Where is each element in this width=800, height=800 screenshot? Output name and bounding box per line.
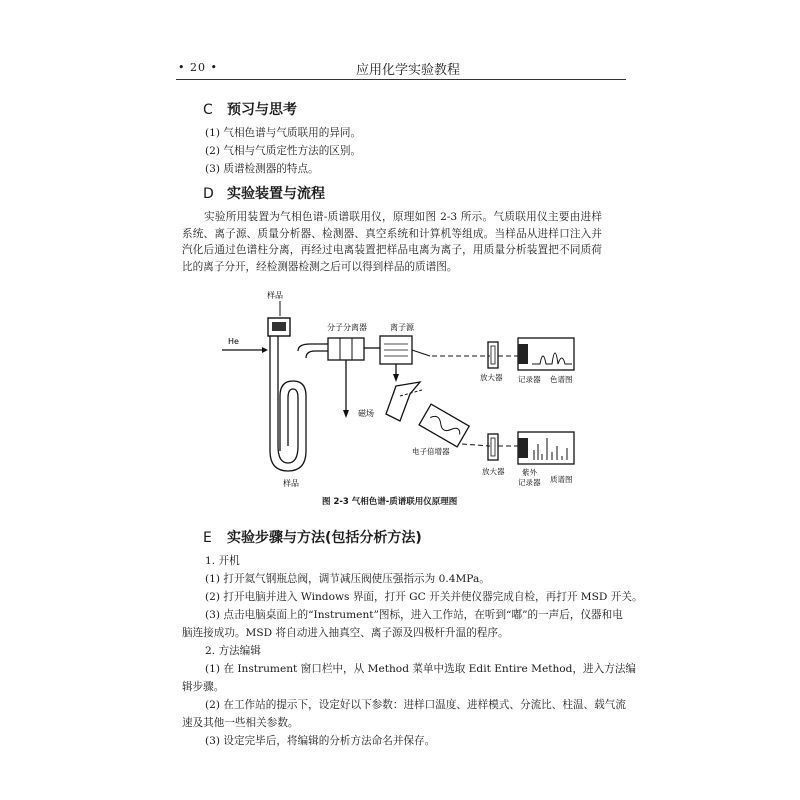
section-e-line: (1) 打开氦气钢瓶总阀，调节减压阀使压强指示为 0.4MPa。	[205, 573, 490, 585]
injector-septum	[272, 322, 286, 331]
section-d-paragraph: 实验所用装置为气相色谱-质谱联用仪，原理如图 2-3 所示。气质联用仪主要由进样系统、离子源、质量分析器、检测器、真空系统和计算机等组成。当样品从进样口注入并汽化后通过色谱柱分离，再经过电离装置把样品电离为离子，用质量分析装置把不同质荷比的离子分开，经检测器检测之后可以得到样品的质谱图。	[182, 211, 602, 273]
section-e-line: 速及其他一些相关参数。	[182, 717, 299, 729]
column-inner	[278, 336, 298, 463]
section-c-item: (2) 气相与气质定性方法的区别。	[205, 145, 362, 157]
magnet-arrow	[386, 382, 420, 421]
label-amplifier-1: 放大器	[480, 373, 503, 382]
book-title: 应用化学实验教程	[356, 63, 461, 78]
section-e-letter: E	[203, 530, 212, 546]
page-number: • 20 •	[178, 61, 218, 74]
column-out-2	[306, 351, 328, 358]
column-out-1	[298, 344, 328, 351]
section-e-line: 1. 开机	[205, 555, 240, 567]
label-he: He	[228, 337, 239, 346]
section-c-item: (3) 质谱检测器的特点。	[205, 163, 319, 175]
label-chromatogram: 色谱图	[550, 375, 573, 384]
section-c-title: 预习与思考	[227, 102, 297, 118]
gcms-diagram	[200, 286, 600, 496]
figure-caption: 图 2-3 气相色谱-质谱联用仪原理图	[322, 497, 458, 507]
header-rule	[176, 79, 626, 80]
label-mass-spectrum: 质谱图	[550, 475, 573, 484]
label-separator: 分子分离器	[327, 323, 367, 332]
label-magnetic-field: 磁场	[358, 409, 374, 418]
section-e-line: 2. 方法编辑	[205, 645, 261, 657]
multiplier-box	[419, 404, 469, 447]
label-sample-top: 样品	[267, 291, 283, 300]
label-multiplier: 电子倍增器	[412, 447, 450, 456]
section-d-title: 实验装置与流程	[227, 186, 325, 202]
mass-spectrum-bars	[534, 438, 567, 460]
section-e-line: 辑步骤。	[182, 681, 225, 693]
chromatogram-trace	[532, 353, 572, 364]
section-e-title: 实验步骤与方法(包括分析方法)	[227, 530, 422, 546]
section-e-line: (3) 点击电脑桌面上的“Instrument”图标，进入工作站，在听到“嘟”的一声后，仪器和电	[205, 609, 623, 621]
he-arrowhead	[262, 347, 268, 353]
label-ion-source: 离子源	[390, 323, 414, 332]
section-d-heading	[203, 183, 325, 203]
section-e-line: (2) 在工作站的提示下，设定好以下参数：进样口温度、进样模式、分流比、柱温、载气流	[205, 699, 626, 711]
section-e-line: 脑连接成功。MSD 将自动进入抽真空、离子源及四极杆升温的程序。	[182, 627, 509, 639]
separator-box	[328, 338, 364, 360]
section-e-line: (2) 打开电脑并进入 Windows 界面，打开 GC 开关并使仪器完成自检，再打开 MSD 开关。	[205, 591, 643, 603]
section-e-line: (1) 在 Instrument 窗口栏中，从 Method 菜单中选取 Edit Entire Method，进入方法编	[205, 663, 637, 675]
section-c-letter: C	[203, 102, 213, 118]
label-uv-1: 紫外	[522, 468, 537, 477]
section-d-letter: D	[203, 186, 214, 202]
label-sample-bottom: 样品	[283, 479, 299, 488]
section-c-heading	[203, 99, 297, 119]
section-e-line: (3) 设定完毕后，将编辑的分析方法命名并保存。	[205, 735, 436, 747]
section-c-item: (1) 气相色谱与气质联用的异同。	[205, 127, 362, 139]
section-e-heading	[203, 527, 422, 547]
label-amplifier-2: 放大器	[482, 467, 505, 476]
label-uv-2: 记录器	[518, 478, 541, 487]
label-recorder: 记录器	[518, 375, 541, 384]
